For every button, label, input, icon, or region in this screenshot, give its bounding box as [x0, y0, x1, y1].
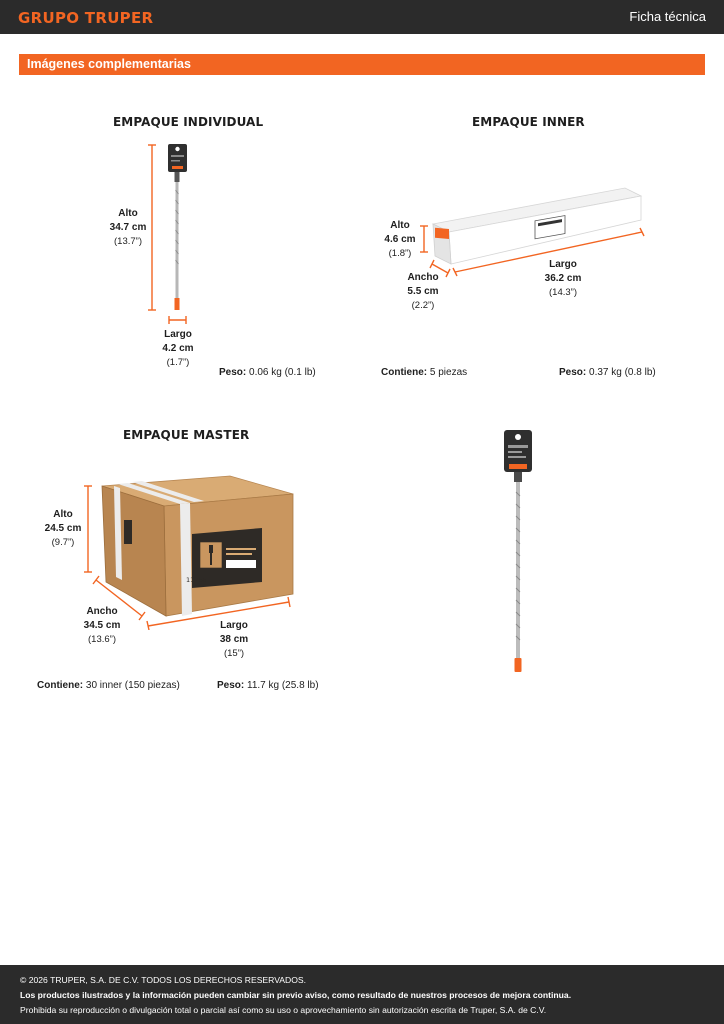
ancho-text: Ancho [86, 606, 118, 617]
product-drill-bit-image [500, 428, 536, 676]
ancho-metric: 5.5 cm [407, 286, 439, 297]
alto-imperial: (13.7”) [114, 236, 142, 247]
footer-prohibition: Prohibida su reproducción o divulgación total o parcial así como su uso o aprovechamiento sin autorización escrita de Truper, S.A. de C.V. [20, 1005, 547, 1015]
master-alto-label [36, 508, 90, 550]
largo-text: Largo [164, 329, 192, 340]
inner-peso [559, 367, 656, 378]
ancho-imperial: (2.2”) [411, 300, 435, 311]
box-code: 11266 [186, 576, 207, 584]
document-type: Ficha técnica [629, 9, 706, 24]
footer-notice: Los productos ilustrados y la información pueden cambiar sin previo aviso, como resultado de nuestros procesos de mejora continua. [20, 990, 572, 1000]
inner-contiene [381, 367, 467, 378]
alto-text: Alto [390, 220, 410, 231]
largo-metric: 36.2 cm [544, 273, 582, 284]
section-title: Imágenes complementarias [27, 57, 191, 71]
ancho-text: Ancho [407, 272, 439, 283]
largo-text: Largo [220, 620, 248, 631]
largo-imperial: (1.7”) [166, 357, 190, 368]
alto-text: Alto [118, 208, 138, 219]
brand-logo: GRUPO TRUPER [18, 9, 154, 27]
alto-metric: 34.7 cm [109, 222, 147, 233]
ancho-metric: 34.5 cm [83, 620, 121, 631]
footer-copyright: © 2026 TRUPER, S.A. DE C.V. TODOS LOS DERECHOS RESERVADOS. [20, 975, 307, 985]
individual-peso [219, 367, 316, 378]
inner-largo-label [535, 258, 591, 300]
master-peso [217, 680, 319, 691]
alto-metric: 4.6 cm [384, 234, 416, 245]
section-header [19, 54, 705, 75]
alto-imperial: (1.8”) [388, 248, 412, 259]
alto-metric: 24.5 cm [44, 523, 82, 534]
individual-alto-label [100, 207, 156, 249]
ancho-imperial: (13.6”) [88, 634, 116, 645]
inner-ancho-label [396, 271, 450, 313]
master-contiene [37, 680, 180, 691]
master-ancho-label [74, 605, 130, 647]
header-bar [0, 0, 724, 34]
peso-key: Peso: [219, 367, 247, 378]
master-largo-label [206, 619, 262, 661]
alto-text: Alto [53, 509, 73, 520]
largo-imperial: (15”) [223, 648, 245, 659]
individual-largo-label [150, 328, 206, 370]
largo-imperial: (14.3”) [549, 287, 577, 298]
contiene-value: 30 inner (150 piezas) [85, 680, 180, 691]
largo-metric: 4.2 cm [162, 343, 194, 354]
peso-key: Peso: [217, 680, 245, 691]
peso-key: Peso: [559, 367, 587, 378]
master-title: EMPAQUE MASTER [123, 428, 250, 442]
peso-value: 0.37 kg (0.8 lb) [589, 367, 656, 378]
individual-title: EMPAQUE INDIVIDUAL [113, 115, 264, 129]
contiene-key: Contiene: [37, 680, 84, 691]
footer [0, 965, 724, 1024]
alto-imperial: (9.7”) [51, 537, 75, 548]
inner-alto-label [373, 219, 427, 261]
inner-title: EMPAQUE INNER [472, 115, 585, 129]
largo-metric: 38 cm [219, 634, 249, 645]
contiene-key: Contiene: [381, 367, 428, 378]
contiene-value: 5 piezas [429, 367, 468, 378]
largo-text: Largo [549, 259, 577, 270]
peso-value: 11.7 kg (25.8 lb) [247, 680, 319, 691]
peso-value: 0.06 kg (0.1 lb) [249, 367, 316, 378]
